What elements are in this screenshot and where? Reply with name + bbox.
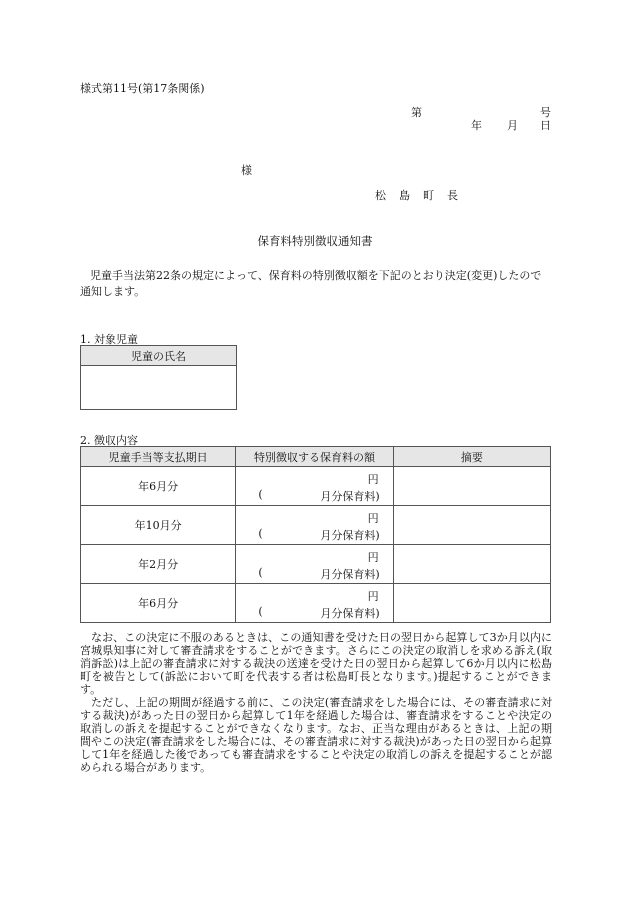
child-table <box>80 345 237 410</box>
open-paren: ( <box>258 527 263 540</box>
period-cell: 年10月分 <box>81 506 236 545</box>
form-number: 様式第11号(第17条関係) <box>80 82 205 95</box>
section2-heading: 2. 徴収内容 <box>80 434 138 447</box>
month-fee-label: 月分保育料) <box>320 529 380 542</box>
child-name-cell[interactable] <box>81 366 237 410</box>
month-fee-label: 月分保育料) <box>320 490 380 503</box>
table-row <box>81 506 551 545</box>
yen-label: 円 <box>367 512 379 525</box>
col-remarks: 摘要 <box>393 447 550 467</box>
period-cell: 年6月分 <box>81 584 236 623</box>
open-paren: ( <box>258 488 263 501</box>
notes-block <box>80 631 552 774</box>
open-paren: ( <box>258 605 263 618</box>
period-cell: 年2月分 <box>81 545 236 584</box>
table-row <box>81 584 551 623</box>
col-payment-date: 児童手当等支払期日 <box>81 447 236 467</box>
note-paragraph: ただし、上記の期間が経過する前に、この決定(審査請求をした場合には、その審査請求に対する裁決)があった日の翌日から起算して1年を経過した場合は、審査請求をすることや決定の取消しの訴えを提起することができなくなります。なお、正当な理由があるときは、上記の期間やこの決定(審査請求をした場合には、その審査請求に対する裁決)があった日の翌日から起算して1年を経過した後であっても審査請求をすることや決定の取消しの訴えを提起することが認められる場合があります。 <box>80 696 552 774</box>
document-title: 保育料特別徴収通知書 <box>257 234 373 248</box>
remarks-cell[interactable] <box>393 584 550 623</box>
issuer-mayor: 松島町長 <box>375 189 471 202</box>
intro-paragraph: 児童手当法第22条の規定によって、保育料の特別徴収額を下記のとおり決定(変更)したので通知します。 <box>80 269 542 298</box>
section1-heading: 1. 対象児童 <box>80 333 138 346</box>
yen-label: 円 <box>367 473 379 486</box>
collection-table <box>80 446 551 623</box>
open-paren: ( <box>258 566 263 579</box>
month-fee-label: 月分保育料) <box>320 607 380 620</box>
date-year-label: 年 <box>471 119 482 132</box>
amount-cell[interactable] <box>236 467 393 506</box>
number-suffix: 号 <box>540 106 551 119</box>
table-row <box>81 545 551 584</box>
date-month-label: 月 <box>507 119 518 132</box>
note-paragraph: なお、この決定に不服のあるときは、この通知書を受けた日の翌日から起算して3か月以内に宮城県知事に対して審査請求をすることができます。さらにこの決定の取消しを求める訴え(取消訴訟)は上記の審査請求に対する裁決の送達を受けた日の翌日から起算して6か月以内に松島町を被告として(訴訟において町を代表する者は松島町長となります。)提起することができます。 <box>80 631 552 696</box>
child-name-header: 児童の氏名 <box>81 346 237 366</box>
recipient-honorific: 様 <box>241 164 252 177</box>
yen-label: 円 <box>367 590 379 603</box>
remarks-cell[interactable] <box>393 467 550 506</box>
amount-cell[interactable] <box>236 545 393 584</box>
amount-cell[interactable] <box>236 584 393 623</box>
date-day-label: 日 <box>540 119 551 132</box>
period-cell: 年6月分 <box>81 467 236 506</box>
amount-cell[interactable] <box>236 506 393 545</box>
remarks-cell[interactable] <box>393 545 550 584</box>
remarks-cell[interactable] <box>393 506 550 545</box>
yen-label: 円 <box>367 551 379 564</box>
table-row <box>81 467 551 506</box>
month-fee-label: 月分保育料) <box>320 568 380 581</box>
col-fee-amount: 特別徴収する保育料の額 <box>236 447 393 467</box>
number-prefix: 第 <box>411 106 422 119</box>
